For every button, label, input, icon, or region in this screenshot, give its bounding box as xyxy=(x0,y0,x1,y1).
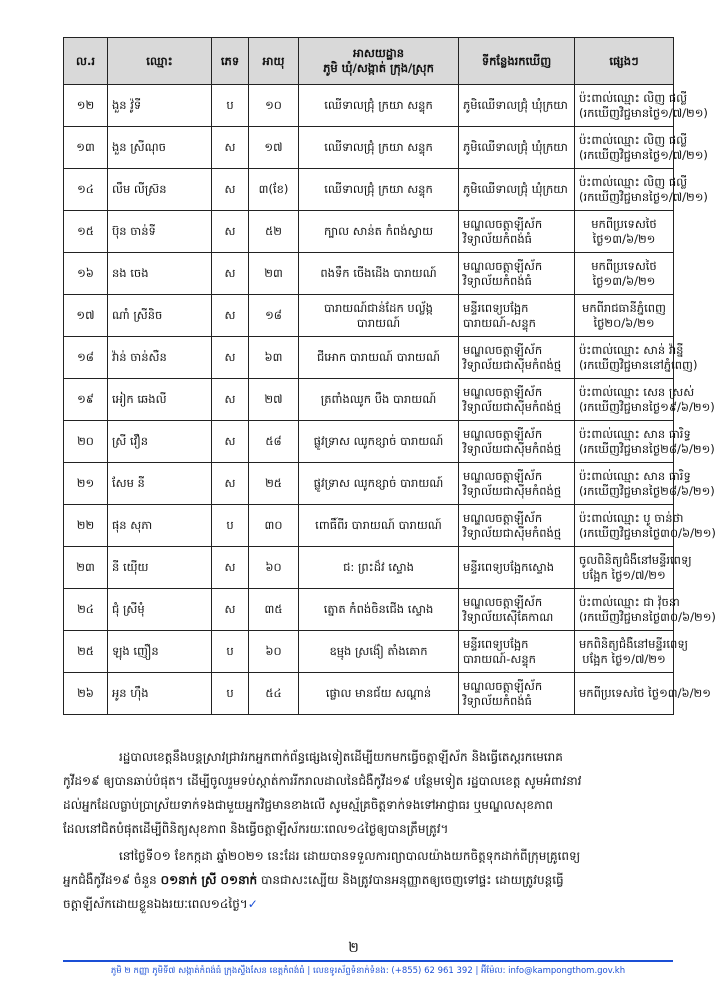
cell-sex: ប xyxy=(212,85,249,127)
cell-other-line: (រកឃើញវិជ្ជមានថ្ងៃ១/៧/២១) xyxy=(579,105,708,120)
recovery-line-1: នៅថ្ងៃទី០១ ខែកក្កដា ឆ្នាំ២០២១ នេះដែរ ដោយបានទទួលការព្យាបាលយ៉ាងយកចិត្តទុកដាក់ពីក្រុមគ្រូពេទ្យ xyxy=(119,849,581,863)
cell-other-line: ប៉ះពាល់ឈ្មោះ ជា វ៉ុចនា xyxy=(579,594,680,609)
cell-other-line: (រកឃើញវិជ្ជមានថ្ងៃ៣០/៦/២១) xyxy=(579,609,716,624)
cell-age: ១៨ xyxy=(249,295,299,337)
covid-cases-table xyxy=(63,37,716,715)
cell-no: ២៥ xyxy=(64,631,108,673)
cell-place-line: មន្ទីរពេទ្យបង្អែក xyxy=(463,300,529,315)
footer-divider xyxy=(63,960,673,962)
table-row xyxy=(64,463,674,505)
header-place: ទីកន្លែងរកឃើញ xyxy=(459,38,575,85)
appeal-line-4: ដែលនៅជិតបំផុតដើម្បីពិនិត្យសុខភាព និងធ្វើចត្តាឡីស័ករយៈពេល១៤ថ្ងៃឲ្យបានត្រឹមត្រូវ។ xyxy=(63,822,449,836)
cell-name: ផុន សុភា xyxy=(108,505,212,547)
cell-place-line: មណ្ឌលចត្តាឡីស័ក xyxy=(463,594,543,609)
cell-other-line: (រកឃើញវិជ្ជមានថ្ងៃ១/៧/២១) xyxy=(579,189,708,204)
cell-no: ២៣ xyxy=(64,547,108,589)
cell-address-line: ត្រពាំងឈូក បឹង បារាយណ៍ xyxy=(320,392,437,406)
cell-other-line: មកពីប្រទេសថៃ ថ្ងៃ១៣/៦/២១ xyxy=(579,686,711,700)
cell-sex: ស xyxy=(212,589,249,631)
cell-age: ២៣ xyxy=(249,253,299,295)
cell-other-line: បង្អែក ថ្ងៃ១/៧/២១ xyxy=(582,651,666,666)
cell-place-line: វិទ្យាល័យកំពង់ធំ xyxy=(463,231,532,246)
cell-place-line: ភូមិឈើទាលជ្រុំ ឃុំក្រយា xyxy=(463,140,568,154)
cell-place xyxy=(459,379,575,421)
cell-other-line: (រកឃើញវិជ្ជមានថ្ងៃ១៩/៦/២១) xyxy=(579,399,715,414)
table-row xyxy=(64,211,674,253)
cell-address-line: ផ្លូវទ្រាស ឈូកខ្សាច់ បារាយណ៍ xyxy=(313,434,444,448)
cell-age: ៦០ xyxy=(249,547,299,589)
cell-other-line: ប៉ះពាល់ឈ្មោះ លិញ ផល្លី xyxy=(579,174,688,189)
cell-place-line: មណ្ឌលចត្តាឡីស័ក xyxy=(463,216,543,231)
cell-address-line: ពោធិ៍ពីរ បារាយណ៍ បារាយណ៍ xyxy=(315,518,442,532)
cell-address xyxy=(299,631,459,673)
recovery-line-3 xyxy=(63,892,673,916)
cell-sex: ស xyxy=(212,169,249,211)
cell-place-line: វិទ្យាល័យជាស៊ីមកំពង់ថ្ម xyxy=(463,441,562,456)
cell-other-line: (រកឃើញវិជ្ជមានថ្ងៃ២៨/៦/២១) xyxy=(579,441,715,456)
cell-age: ៥៤ xyxy=(249,673,299,715)
cell-address-line: ក្បាល សាន់ត កំពង់ស្វាយ xyxy=(323,224,434,238)
cell-age: ៣០ xyxy=(249,505,299,547)
cell-age: ៥៨ xyxy=(249,421,299,463)
appeal-line-1: រដ្ឋបាលខេត្តនឹងបន្តស្រាវជ្រាវរកអ្នកពាក់ព័ន្ធផ្សេងទៀតដើម្បីយកមកធ្វើចត្តាឡីស័ក និងធ្វើតេស្តរកមេរោគ xyxy=(119,750,563,764)
cell-other-line: មកពីរាជធានីភ្នំពេញ xyxy=(582,300,666,315)
cell-place xyxy=(459,463,575,505)
cell-no: ១៤ xyxy=(64,169,108,211)
cell-sex: ស xyxy=(212,463,249,505)
cell-no: ២០ xyxy=(64,421,108,463)
cell-address-line: ផ្លោល មានជ័យ សណ្ដាន់ xyxy=(325,686,432,700)
cell-address-line: ជ: ព្រះដ៏វ ស្ទោង xyxy=(343,560,414,574)
cell-other-line: (រកឃើញវិជ្ជមានថ្ងៃ៣០/៦/២១) xyxy=(579,525,716,540)
cell-name: ណាំ ស្រីនិច xyxy=(108,295,212,337)
cell-place xyxy=(459,631,575,673)
cell-name: សែម នី xyxy=(108,463,212,505)
cell-other xyxy=(575,211,674,253)
header-no: ល.រ xyxy=(64,38,108,85)
cell-place-line: បារាយណ៍-សន្ទុក xyxy=(463,315,536,330)
cell-age: ២៥ xyxy=(249,463,299,505)
cell-address xyxy=(299,253,459,295)
cell-place-line: មណ្ឌលចត្តាឡីស័ក xyxy=(463,258,543,273)
cell-no: ១៦ xyxy=(64,253,108,295)
cell-other xyxy=(575,547,692,589)
cell-no: ១៣ xyxy=(64,127,108,169)
table-row xyxy=(64,505,674,547)
cell-place-line: វិទ្យាល័យជាស៊ីមកំពង់ថ្ម xyxy=(463,483,562,498)
cell-address xyxy=(299,379,459,421)
header-sex: ភេទ xyxy=(212,38,249,85)
cell-no: ១៩ xyxy=(64,379,108,421)
cell-other-line: (រកឃើញវិជ្ជមានថ្ងៃ១/៧/២១) xyxy=(579,147,708,162)
cell-address xyxy=(299,589,459,631)
cell-address-line: ពងទឹក ចើងដើង បារាយណ៍ xyxy=(320,266,437,280)
table-body xyxy=(64,85,716,715)
cell-sex: ស xyxy=(212,211,249,253)
cell-address-line: ឈើទាលជ្រុំ ក្រយា សន្ទុក xyxy=(324,140,433,154)
recovery-text-end: ចត្តាឡីស័កដោយខ្លួនឯងរយៈពេល១៤ថ្ងៃ។ xyxy=(63,897,248,911)
cell-other-line: ប៉ះពាល់ឈ្មោះ សាន ធារិទ្ធ xyxy=(579,426,691,441)
cell-place-line: មណ្ឌលចត្តាឡីស័ក xyxy=(463,426,543,441)
cell-other xyxy=(575,169,708,211)
cell-no: ១៥ xyxy=(64,211,108,253)
table-row xyxy=(64,547,674,589)
cell-address-line: ឈើទាលជ្រុំ ក្រយា សន្ទុក xyxy=(324,98,433,112)
cell-no: ២៤ xyxy=(64,589,108,631)
cell-other xyxy=(575,379,715,421)
cell-name: លឹម លីស្រ៊ន xyxy=(108,169,212,211)
cell-other xyxy=(575,127,708,169)
cell-address xyxy=(299,421,459,463)
cell-place-line: វិទ្យាល័យជាស៊ីមកំពង់ថ្ម xyxy=(463,525,562,540)
cell-other xyxy=(575,463,715,505)
appeal-line-2: កូវីដ១៩ ឲ្យបានឆាប់បំផុត។ ដើម្បីចូលរួមទប់ស្កាត់ការរីករាលដាលនៃជំងឺកូវីដ១៩ បន្ថែមទៀត រដ្ឋបាលខេត្ត សូមអំពាវនាវ xyxy=(63,774,582,788)
cell-place-line: មន្ទីរពេទ្យបង្អែក xyxy=(463,636,529,651)
footer-contact: ភូមិ ២ កញ្ញា ភូមិទី៧ សង្កាត់កំពង់ធំ ក្រុងស្ទឹងសែន ខេត្តកំពង់ធំ | លេខទូរស័ព្ទទំនាក់ទំនង: (+855) 62 961 392 | អ៊ីម៉ែល: info@kampongthom.gov.kh xyxy=(110,966,626,976)
cell-other xyxy=(575,85,708,127)
recovery-paragraph xyxy=(63,844,673,916)
cell-address-line: ឈើទាលជ្រុំ ក្រយា សន្ទុក xyxy=(324,182,433,196)
cell-place xyxy=(459,169,575,211)
cell-place-line: មណ្ឌលចត្តាឡីស័ក xyxy=(463,468,543,483)
cell-place xyxy=(459,337,575,379)
recovery-count: ០១នាក់ ស្រី ០១នាក់ xyxy=(160,873,258,887)
recovery-text-c: បានជាសះស្បើយ និងត្រូវបានអនុញ្ញាតឲ្យចេញទៅផ្ទះ ដោយត្រូវបន្តធ្វើ xyxy=(257,873,564,887)
cell-place xyxy=(459,589,575,631)
initial-mark-icon: ✓ xyxy=(247,897,258,911)
cell-no: ២១ xyxy=(64,463,108,505)
cell-place-line: វិទ្យាល័យកំពង់ធំ xyxy=(463,273,532,288)
cell-name: អៀក ឆេងលី xyxy=(108,379,212,421)
cell-other xyxy=(575,673,711,715)
cell-no: ១៨ xyxy=(64,337,108,379)
recovery-text-a: អ្នកជំងឺកូវីដ១៩ ចំនួន xyxy=(63,873,161,887)
cell-place xyxy=(459,295,575,337)
header-address xyxy=(299,38,459,85)
cell-address-line: បារាយណ៍ xyxy=(356,315,401,330)
cell-sex: ស xyxy=(212,127,249,169)
cell-place-line: ភូមិឈើទាលជ្រុំ ឃុំក្រយា xyxy=(463,182,568,196)
cell-other-line: (រកឃើញវិជ្ជមាននៅភ្នំពេញ) xyxy=(579,357,698,372)
cell-address xyxy=(299,547,459,589)
cell-address-line: ឧម្មុង ស្រង៉ៀ តាំងគោក xyxy=(329,644,428,658)
cell-sex: ប xyxy=(212,631,249,673)
cell-place-line: ភូមិឈើទាលជ្រុំ ឃុំក្រយា xyxy=(463,98,568,112)
cell-place xyxy=(459,547,575,589)
cell-other-line: ប៉ះពាល់ឈ្មោះ សាន់ វ៉ាន្នី xyxy=(579,342,684,357)
cell-address xyxy=(299,127,459,169)
cell-address xyxy=(299,169,459,211)
cell-name: នី យ៉ើយ xyxy=(108,547,212,589)
cell-name: ឡុង ញឿន xyxy=(108,631,212,673)
appeal-paragraph xyxy=(63,745,673,841)
cell-no: ១៧ xyxy=(64,295,108,337)
table-row xyxy=(64,673,674,715)
cell-name: ងួន វ៉ូទី xyxy=(108,85,212,127)
cell-place xyxy=(459,673,575,715)
cell-other-line: ប៉ះពាល់ឈ្មោះ សាន ធារិទ្ធ xyxy=(579,468,691,483)
table-row xyxy=(64,127,674,169)
cell-place xyxy=(459,253,575,295)
cell-name: អូន ហ៊ឹង xyxy=(108,673,212,715)
table-row xyxy=(64,589,674,631)
cell-other-line: ថ្ងៃ១៣/៦/២១ xyxy=(592,273,656,288)
cell-address xyxy=(299,295,459,337)
cell-name: វ៉ាន់ ចាន់សឺន xyxy=(108,337,212,379)
header-address-line1: អាសយដ្ឋាន xyxy=(352,46,405,60)
table-row xyxy=(64,169,674,211)
cell-place-line: វិទ្យាល័យកំពង់ធំ xyxy=(463,693,532,708)
cell-other-line: ប៉ះពាល់ឈ្មោះ លិញ ផល្លី xyxy=(579,90,688,105)
cell-place-line: វិទ្យាល័យស៊ើគែកាណ xyxy=(463,609,554,624)
cell-age: ៦៣ xyxy=(249,337,299,379)
cell-place-line: មណ្ឌលចត្តាឡីស័ក xyxy=(463,678,543,693)
cell-other-line: មកពីប្រទេសថៃ xyxy=(591,216,657,231)
cell-place-line: មន្ទីរពេទ្យបង្អែកស្ទោង xyxy=(463,560,555,574)
cell-other-line: មកពិនិត្យជំងឺនៅមន្ទីរពេទ្យ xyxy=(579,636,689,651)
table-row xyxy=(64,631,674,673)
cell-age: ១៧ xyxy=(249,127,299,169)
cell-other xyxy=(575,337,698,379)
cell-other xyxy=(575,589,716,631)
table-row xyxy=(64,253,674,295)
cell-place-line: បារាយណ៍-សន្ទុក xyxy=(463,651,536,666)
cell-other xyxy=(575,505,716,547)
cell-no: ២២ xyxy=(64,505,108,547)
cell-age: ១០ xyxy=(249,85,299,127)
cell-address-line: ផ្លូវទ្រាស ឈូកខ្សាច់ បារាយណ៍ xyxy=(313,476,444,490)
cell-place xyxy=(459,85,575,127)
table-row xyxy=(64,85,674,127)
cell-age: ៥២ xyxy=(249,211,299,253)
cell-no: ២៦ xyxy=(64,673,108,715)
cell-other-line: ចូលពិនិត្យជំងឺនៅមន្ទីរពេទ្យ xyxy=(579,552,692,567)
cell-other-line: ប៉ះពាល់ឈ្មោះ លិញ ផល្លី xyxy=(579,132,688,147)
cell-address xyxy=(299,505,459,547)
recovery-line-2 xyxy=(63,868,673,892)
cell-name: នង ចេង xyxy=(108,253,212,295)
table-row xyxy=(64,379,674,421)
cell-sex: ស xyxy=(212,295,249,337)
cell-address-line: ត្នោត កំពង់ចិនជើង ស្ទោង xyxy=(323,602,434,616)
cell-name: ស្រី វឿន xyxy=(108,421,212,463)
page-number: ២ xyxy=(348,940,359,956)
cell-address-line: បារាយណ៍ជាន់ដែក បល្ល័ង្ក xyxy=(324,300,433,315)
cell-other xyxy=(575,295,674,337)
cell-sex: ប xyxy=(212,505,249,547)
cell-other-line: ថ្ងៃ១៣/៦/២១ xyxy=(592,231,656,246)
cell-other xyxy=(575,253,674,295)
cell-place xyxy=(459,127,575,169)
cell-address xyxy=(299,85,459,127)
cell-sex: ប xyxy=(212,673,249,715)
cell-other xyxy=(575,631,689,673)
cell-sex: ស xyxy=(212,379,249,421)
cell-place xyxy=(459,421,575,463)
cell-place-line: មណ្ឌលចត្តាឡីស័ក xyxy=(463,510,543,525)
header-address-line2: ភូមិ ឃុំ/សង្កាត់ ក្រុង/ស្រុក xyxy=(323,61,434,75)
cell-place-line: វិទ្យាល័យជាស៊ីមកំពង់ថ្ម xyxy=(463,357,562,372)
table-row xyxy=(64,337,674,379)
header-other: ផ្សេងៗ xyxy=(575,38,674,85)
cell-address xyxy=(299,463,459,505)
cell-other-line: ប៉ះពាល់ឈ្មោះ បូ ចាន់ថា xyxy=(579,510,684,525)
cell-age: ៦០ xyxy=(249,631,299,673)
cell-place xyxy=(459,211,575,253)
cell-age: ៣៥ xyxy=(249,589,299,631)
cell-name: ប៊ុន ចាន់ទី xyxy=(108,211,212,253)
appeal-line-3: ដល់អ្នកដែលធ្លាប់ប្រាស្រ័យទាក់ទងជាមួយអ្នកវិជ្ជមានខាងលើ សូមស្ម័គ្រចិត្តទាក់ទងទៅអាជ្ញាធរ ឬមណ្ឌលសុខភាព xyxy=(63,798,554,812)
cell-age: ២៧ xyxy=(249,379,299,421)
cell-other-line: មកពីប្រទេសថៃ xyxy=(591,258,657,273)
cell-other-line: ប៉ះពាល់ឈ្មោះ សេន ស្រស់ xyxy=(579,384,695,399)
cell-address-line: ជីអោក បារាយណ៍ បារាយណ៍ xyxy=(317,350,440,364)
cell-place-line: វិទ្យាល័យជាស៊ីមកំពង់ថ្ម xyxy=(463,399,562,414)
cell-address xyxy=(299,673,459,715)
table-row xyxy=(64,295,674,337)
cell-name: ងួន ស្រីណុច xyxy=(108,127,212,169)
cell-address xyxy=(299,211,459,253)
cell-sex: ស xyxy=(212,547,249,589)
cell-place xyxy=(459,505,575,547)
cell-place-line: មណ្ឌលចត្តាឡីស័ក xyxy=(463,384,543,399)
cell-sex: ស xyxy=(212,421,249,463)
cell-sex: ស xyxy=(212,337,249,379)
cell-no: ១២ xyxy=(64,85,108,127)
cell-other-line: ថ្ងៃ២០/៦/២១ xyxy=(593,315,655,330)
cell-address xyxy=(299,337,459,379)
cell-other-line: (រកឃើញវិជ្ជមានថ្ងៃ២៨/៦/២១) xyxy=(579,483,715,498)
cell-other-line: បង្អែក ថ្ងៃ១/៧/២១ xyxy=(582,567,666,582)
cell-age: ៣(ខែ) xyxy=(249,169,299,211)
header-age: អាយុ xyxy=(249,38,299,85)
table-header-row xyxy=(64,38,674,85)
cell-name: ជុំ ស្រីមុំ xyxy=(108,589,212,631)
cell-other xyxy=(575,421,715,463)
cell-sex: ស xyxy=(212,253,249,295)
table-row xyxy=(64,421,674,463)
cell-place-line: មណ្ឌលចត្តាឡីស័ក xyxy=(463,342,543,357)
header-name: ឈ្មោះ xyxy=(108,38,212,85)
